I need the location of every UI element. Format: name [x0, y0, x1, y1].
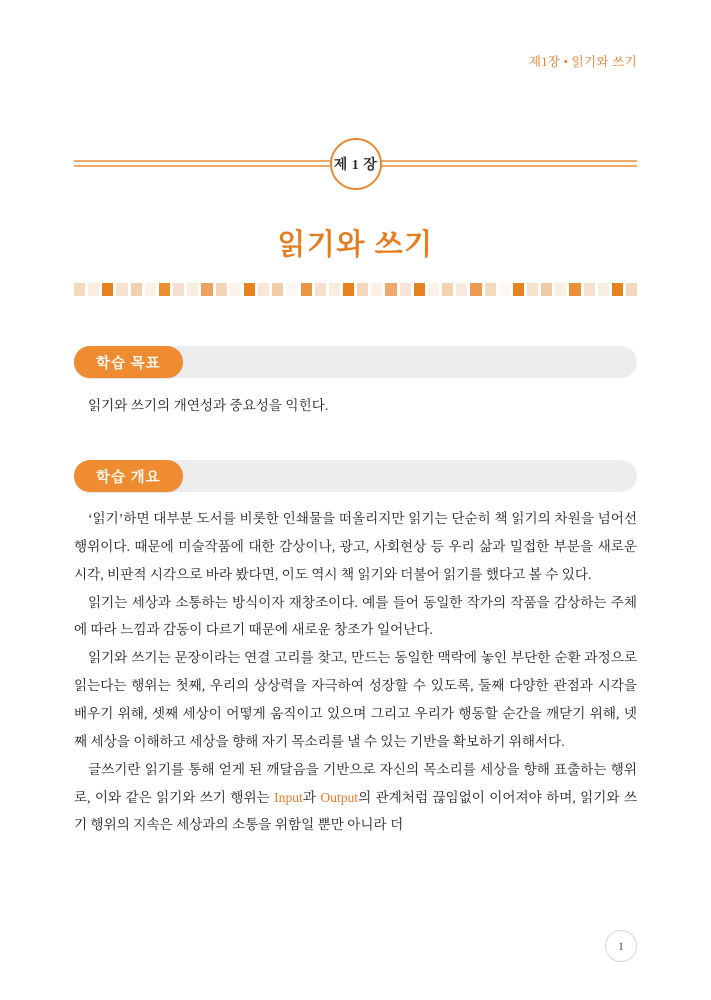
dash-segment — [527, 283, 538, 296]
dash-segment — [400, 283, 411, 296]
dash-segment — [598, 283, 609, 296]
section-body-outline — [74, 505, 637, 839]
dash-segment — [357, 283, 368, 296]
body-paragraph: 글쓰기란 읽기를 통해 얻게 된 깨달음을 기반으로 자신의 목소리를 세상을 향해 표출하는 행위로, 이와 같은 읽기와 쓰기 행위는 Input과 Output의 관계처럼 끊임없이 이어져야 하며, 읽기와 쓰기 행위의 지속은 세상과의 소통을 위함일 뿐만 아니라 더 — [74, 761, 637, 833]
dash-segment — [88, 283, 99, 296]
dash-segment — [584, 283, 595, 296]
dash-segment — [74, 283, 85, 296]
dash-segment — [173, 283, 184, 296]
section-label-goal: 학습 목표 — [74, 346, 183, 378]
body-paragraph: ‘읽기’하면 대부분 도서를 비롯한 인쇄물을 떠올리지만 읽기는 단순히 책 읽기의 차원을 넘어선 행위이다. 때문에 미술작품에 대한 감상이나, 광고, 사회현상 등 우리 삶과 밀접한 부분을 새로운 시각, 비판적 시각으로 바라 봤다면, 이도 역시 책 읽기와 더불어 읽기를 했다고 볼 수 있다. — [74, 511, 637, 582]
dash-segment — [187, 283, 198, 296]
dash-segment — [569, 283, 580, 296]
dash-segment — [230, 283, 241, 296]
dash-segment — [470, 283, 481, 296]
dash-segment — [371, 283, 382, 296]
section-label-outline: 학습 개요 — [74, 460, 183, 492]
chapter-band — [74, 138, 637, 190]
dash-segment — [102, 283, 113, 296]
dash-segment — [159, 283, 170, 296]
dash-segment — [499, 283, 510, 296]
body-paragraph: 읽기는 세상과 소통하는 방식이자 재창조이다. 예를 들어 동일한 작가의 작품을 감상하는 주체에 따라 느낌과 감동이 다르기 때문에 새로운 창조가 일어난다. — [74, 594, 637, 638]
dash-segment — [513, 283, 524, 296]
dash-segment — [244, 283, 255, 296]
decorative-dash-bar — [74, 283, 637, 296]
dash-segment — [286, 283, 297, 296]
dash-segment — [315, 283, 326, 296]
dash-segment — [442, 283, 453, 296]
dash-segment — [301, 283, 312, 296]
dash-segment — [145, 283, 156, 296]
body-paragraph: 읽기와 쓰기는 문장이라는 연결 고리를 찾고, 만드는 동일한 맥락에 놓인 부단한 순환 과정으로 읽는다는 행위는 첫째, 우리의 상상력을 자극하여 성장할 수 있도록, 둘째 다양한 관점과 시각을 배우기 위해, 셋째 세상이 어떻게 움직이고 있으며 그리고 우리가 행동할 순간을 깨닫기 위해, 넷째 세상을 이해하고 세상을 향해 자기 목소리를 낼 수 있는 기반을 확보하기 위해서다. — [74, 650, 637, 749]
section-body-goal — [74, 392, 637, 420]
dash-segment — [329, 283, 340, 296]
dash-segment — [612, 283, 623, 296]
dash-segment — [272, 283, 283, 296]
dash-segment — [456, 283, 467, 296]
dash-segment — [555, 283, 566, 296]
dash-segment — [626, 283, 637, 296]
dash-segment — [343, 283, 354, 296]
dash-segment — [541, 283, 552, 296]
page-number: 1 — [605, 930, 637, 962]
dash-segment — [414, 283, 425, 296]
body-paragraph: 읽기와 쓰기의 개연성과 중요성을 익힌다. — [88, 398, 329, 413]
dash-segment — [485, 283, 496, 296]
dash-segment — [258, 283, 269, 296]
dash-segment — [216, 283, 227, 296]
section-header-goal — [74, 346, 637, 378]
dash-segment — [201, 283, 212, 296]
running-header: 제1장 • 읽기와 쓰기 — [528, 55, 637, 69]
page-title: 읽기와 쓰기 — [277, 229, 434, 261]
section-header-outline — [74, 460, 637, 492]
chapter-number-badge: 제 1 장 — [330, 138, 382, 190]
dash-segment — [116, 283, 127, 296]
dash-segment — [131, 283, 142, 296]
dash-segment — [428, 283, 439, 296]
dash-segment — [385, 283, 396, 296]
